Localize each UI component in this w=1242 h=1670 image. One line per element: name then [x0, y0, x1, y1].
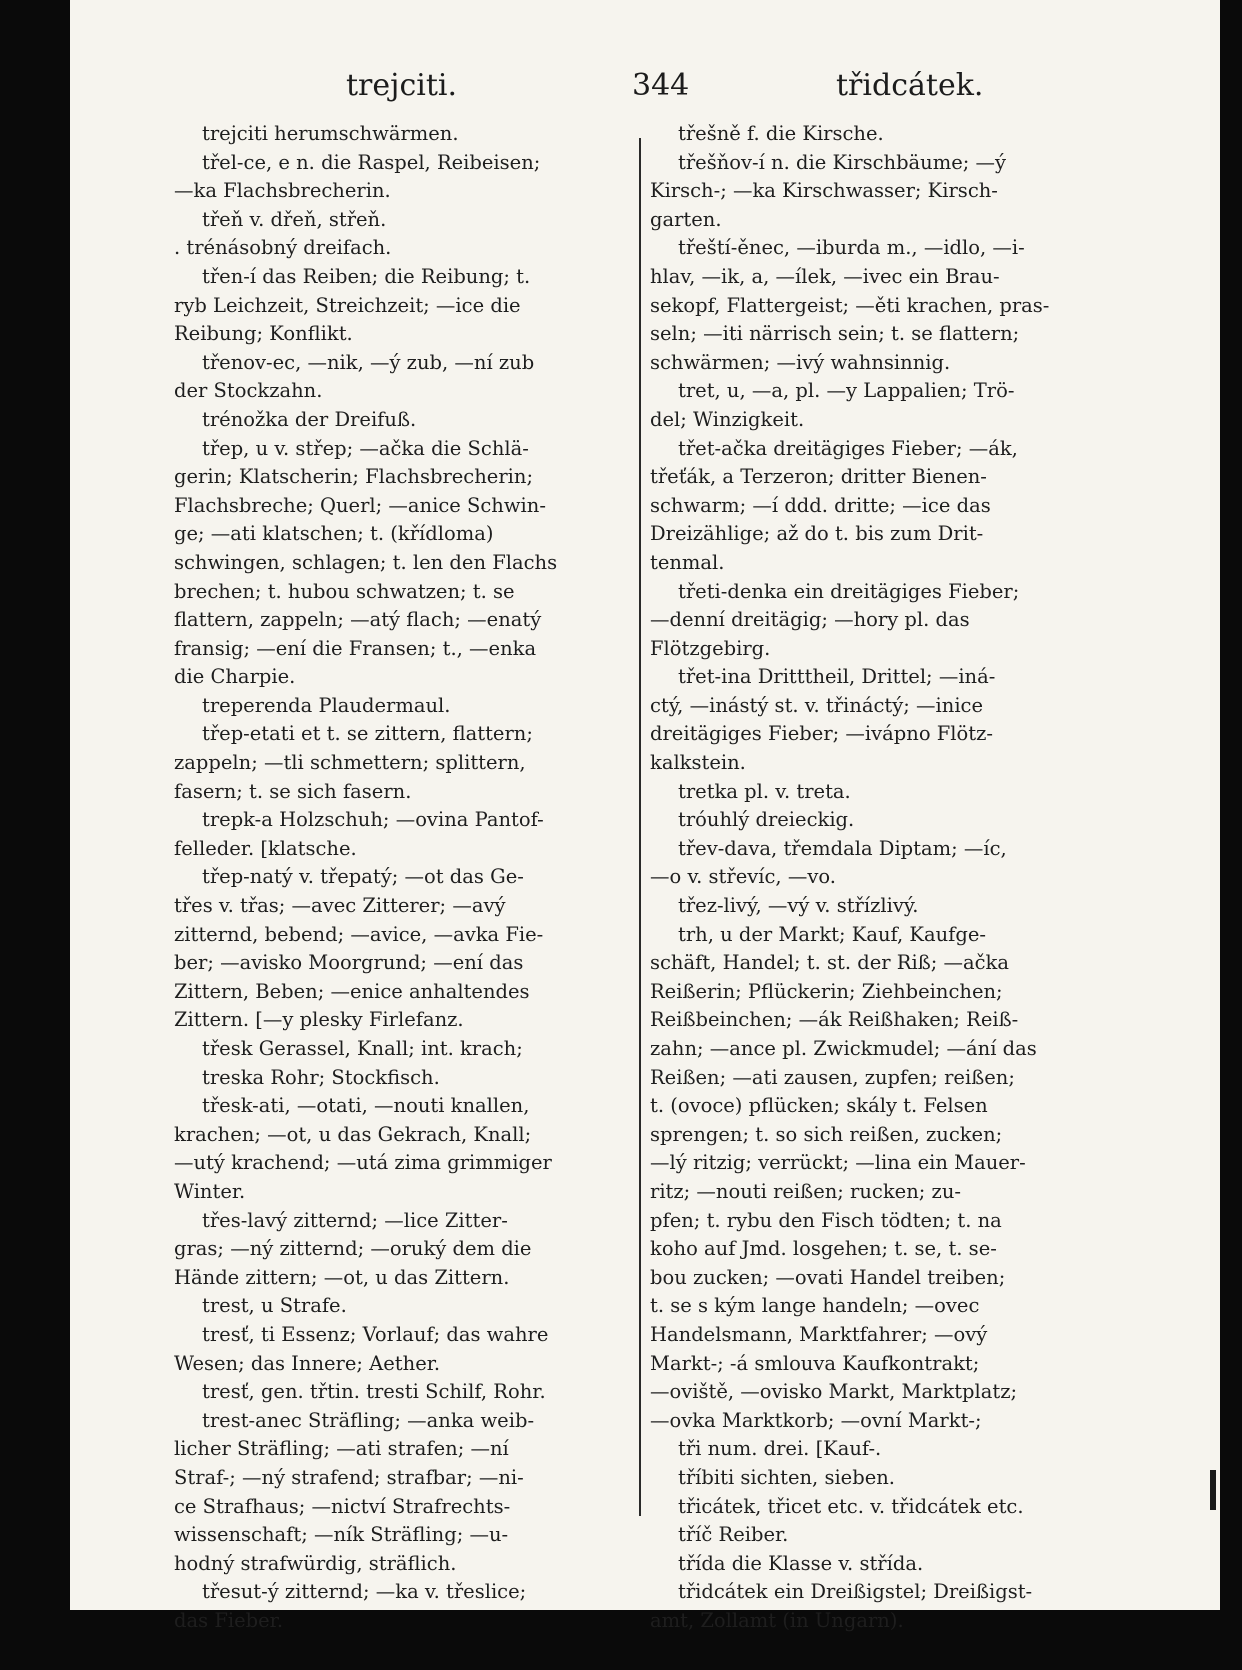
entry-line: amt, Zollamt (in Ungarn). [650, 1608, 904, 1632]
entry-line: třešňov-í n. die Kirschbäume; —ý [678, 150, 1007, 174]
entry-line: tret, u, —a, pl. —y Lappalien; Trö- [678, 379, 1015, 403]
entry-line: krachen; —ot, u das Gekrach, Knall; [174, 1122, 532, 1146]
entry-line: ritz; —nouti reißen; rucken; zu- [650, 1179, 961, 1203]
entry-line: —o v. střevíc, —vo. [650, 865, 836, 889]
right-column [650, 120, 1090, 1635]
entry-line: pfen; t. rybu den Fisch tödten; t. na [650, 1208, 1002, 1232]
entry-line: tříbiti sichten, sieben. [678, 1465, 896, 1489]
entry-line: třešně f. die Kirsche. [678, 122, 884, 145]
entry-line: kalkstein. [650, 751, 746, 775]
entry-line: Reibung; Konflikt. [174, 322, 353, 346]
entry-line: třesk Gerassel, Knall; int. krach; [202, 1037, 523, 1060]
entry-line: treska Rohr; Stockfisch. [202, 1065, 440, 1089]
entry-line: Wesen; das Innere; Aether. [174, 1351, 441, 1375]
entry-line: trejciti herumschwärmen. [202, 122, 459, 145]
entry-line: zappeln; —tli schmettern; splittern, [174, 751, 526, 775]
entry-line: —ovka Marktkorb; —ovní Markt-; [650, 1408, 982, 1432]
entry-line: třen-í das Reiben; die Reibung; t. [202, 264, 531, 288]
entry-line: ge; —ati klatschen; t. (křídloma) [174, 522, 494, 546]
entry-line: brechen; t. hubou schwatzen; t. se [174, 579, 515, 603]
entry-line: třes v. třas; —avec Zitterer; —avý [174, 894, 506, 918]
entry-line: zahn; —ance pl. Zwickmudel; —ání das [650, 1037, 1037, 1060]
entry-line: hlav, —ik, a, —ílek, —ivec ein Brau- [650, 264, 1000, 288]
entry-line: třenov-ec, —nik, —ý zub, —ní zub [202, 350, 535, 374]
entry-line: tretka pl. v. treta. [678, 779, 851, 803]
scan-border-left [0, 0, 70, 1670]
entry-line: třet-ačka dreitägiges Fieber; —ák, [678, 436, 1018, 460]
entry-line: —oviště, —ovisko Markt, Marktplatz; [650, 1380, 1018, 1404]
entry-line: —utý krachend; —utá zima grimmiger [174, 1151, 552, 1175]
entry-line: —lý ritzig; verrückt; —lina ein Mauer- [650, 1151, 1026, 1175]
entry-line: třída die Klasse v. střída. [678, 1551, 924, 1575]
entry-line: das Fieber. [174, 1608, 284, 1632]
entry-line: der Stockzahn. [174, 379, 323, 403]
entry-line: ce Strafhaus; —nictví Strafrechts- [174, 1494, 511, 1518]
entry-line: del; Winzigkeit. [650, 407, 805, 431]
entry-line: tenmal. [650, 550, 725, 574]
entry-line: trest, u Strafe. [202, 1294, 347, 1318]
entry-line: garten. [650, 207, 722, 231]
entry-line: ber; —avisko Moorgrund; —ení das [174, 951, 524, 975]
entry-line: dreitägiges Fieber; —ivápno Flötz- [650, 722, 993, 746]
entry-line: trest-anec Sträfling; —anka weib- [202, 1408, 535, 1432]
entry-line: fasern; t. se sich fasern. [174, 779, 412, 803]
entry-line: —denní dreitägig; —hory pl. das [650, 608, 970, 632]
entry-line: třeti-denka ein dreitägiges Fieber; [678, 579, 1020, 603]
entry-line: Reißen; —ati zausen, zupfen; reißen; [650, 1065, 1015, 1089]
entry-line: licher Sträfling; —ati strafen; —ní [174, 1437, 509, 1461]
header-guide-word-left: trejciti. [346, 68, 458, 103]
entry-line: Winter. [174, 1179, 246, 1203]
page-number: 344 [632, 68, 690, 103]
entry-line: Flachsbreche; Querl; —anice Schwin- [174, 493, 546, 517]
entry-line: třep-etati et t. se zittern, flattern; [202, 722, 533, 746]
entry-line: trepk-a Holzschuh; —ovina Pantof- [202, 808, 544, 832]
entry-line: . trénásobný dreifach. [174, 236, 392, 260]
entry-line: Zittern. [—y plesky Firlefanz. [174, 1008, 464, 1032]
entry-line: třeťák, a Terzeron; dritter Bienen- [650, 465, 987, 489]
entry-line: seln; —iti närrisch sein; t. se flattern; [650, 322, 1020, 346]
entry-line: třesk-ati, —otati, —nouti knallen, [202, 1094, 530, 1118]
entry-line: gras; —ný zitternd; —oruký dem die [174, 1237, 532, 1261]
column-divider [639, 138, 641, 1516]
entry-line: třev-dava, třemdala Diptam; —íc, [678, 836, 1007, 860]
entry-line: sprengen; t. so sich reißen, zucken; [650, 1122, 1003, 1146]
entry-line: třel-ce, e n. die Raspel, Reibeisen; [202, 150, 541, 174]
entry-line: schwingen, schlagen; t. len den Flachs [174, 550, 558, 574]
page-header [160, 68, 1100, 112]
entry-line: die Charpie. [174, 665, 296, 689]
entry-line: Flötzgebirg. [650, 636, 771, 660]
entry-line: fransig; —ení die Fransen; t., —enka [174, 636, 537, 660]
entry-line: třeň v. dřeň, střeň. [202, 207, 387, 231]
entry-line: Dreizählige; až do t. bis zum Drit- [650, 522, 984, 546]
entry-line: třesut-ý zitternd; —ka v. třeslice; [202, 1580, 527, 1604]
entry-line: Hände zittern; —ot, u das Zittern. [174, 1265, 510, 1289]
entry-line: Handelsmann, Marktfahrer; —ový [650, 1322, 988, 1346]
entry-line: ryb Leichzeit, Streichzeit; —ice die [174, 293, 521, 317]
left-column [174, 120, 614, 1635]
entry-line: sekopf, Flattergeist; —ěti krachen, pras- [650, 293, 1050, 317]
entry-line: gerin; Klatscherin; Flachsbrecherin; [174, 465, 534, 489]
entry-line: hodný strafwürdig, sträflich. [174, 1551, 457, 1575]
entry-line: ctý, —inástý st. v. třináctý; —inice [650, 693, 984, 717]
entry-line: koho auf Jmd. losgehen; t. se, t. se- [650, 1237, 997, 1261]
entry-line: Reißerin; Pflückerin; Ziehbeinchen; [650, 979, 1003, 1003]
entry-line: wissenschaft; —ník Sträfling; —u- [174, 1523, 509, 1547]
entry-line: tříč Reiber. [678, 1523, 789, 1547]
entry-line: felleder. [klatsche. [174, 836, 357, 860]
entry-line: Reißbeinchen; —ák Reißhaken; Reiß- [650, 1008, 1019, 1032]
entry-line: třicátek, třicet etc. v. třidcátek etc. [678, 1494, 1024, 1518]
header-guide-word-right: třidcátek. [836, 68, 984, 103]
entry-line: —ka Flachsbrecherin. [174, 179, 391, 203]
entry-line: zitternd, bebend; —avice, —avka Fie- [174, 922, 544, 946]
entry-line: tróuhlý dreieckig. [678, 808, 855, 832]
entry-line: Markt-; -á smlouva Kaufkontrakt; [650, 1351, 980, 1375]
entry-line: schwärmen; —ivý wahnsinnig. [650, 350, 951, 374]
entry-line: schäft, Handel; t. st. der Riß; —ačka [650, 951, 1009, 975]
entry-line: tresť, ti Essenz; Vorlauf; das wahre [202, 1322, 549, 1346]
entry-line: Straf-; —ný strafend; strafbar; —ni- [174, 1465, 524, 1489]
entry-line: trénožka der Dreifuß. [202, 407, 417, 431]
entry-line: treperenda Plaudermaul. [202, 693, 451, 717]
entry-line: třep-natý v. třepatý; —ot das Ge- [202, 865, 524, 889]
entry-line: tresť, gen. třtin. tresti Schilf, Rohr. [202, 1380, 546, 1404]
entry-line: Kirsch-; —ka Kirschwasser; Kirsch- [650, 179, 998, 203]
entry-line: třeští-ěnec, —iburda m., —idlo, —i- [678, 236, 1025, 260]
entry-line: flattern, zappeln; —atý flach; —enatý [174, 608, 542, 632]
entry-line: t. (ovoce) pflücken; skály t. Felsen [650, 1094, 988, 1118]
entry-line: třep, u v. střep; —ačka die Schlä- [202, 436, 529, 460]
entry-line: třes-lavý zitternd; —lice Zitter- [202, 1208, 508, 1232]
entry-line: t. se s kým lange handeln; —ovec [650, 1294, 980, 1318]
scan-mark [1210, 1470, 1216, 1510]
entry-line: třet-ina Dritttheil, Drittel; —iná- [678, 665, 996, 689]
entry-line: schwarm; —í ddd. dritte; —ice das [650, 493, 991, 517]
entry-line: třidcátek ein Dreißigstel; Dreißigst- [678, 1580, 1033, 1604]
scan-border-right [1220, 0, 1242, 1670]
entry-line: trh, u der Markt; Kauf, Kaufge- [678, 922, 987, 946]
entry-line: třez-livý, —vý v. střízlivý. [678, 894, 919, 918]
entry-line: bou zucken; —ovati Handel treiben; [650, 1265, 1006, 1289]
entry-line: Zittern, Beben; —enice anhaltendes [174, 979, 530, 1003]
entry-line: tři num. drei. [Kauf-. [678, 1437, 882, 1461]
